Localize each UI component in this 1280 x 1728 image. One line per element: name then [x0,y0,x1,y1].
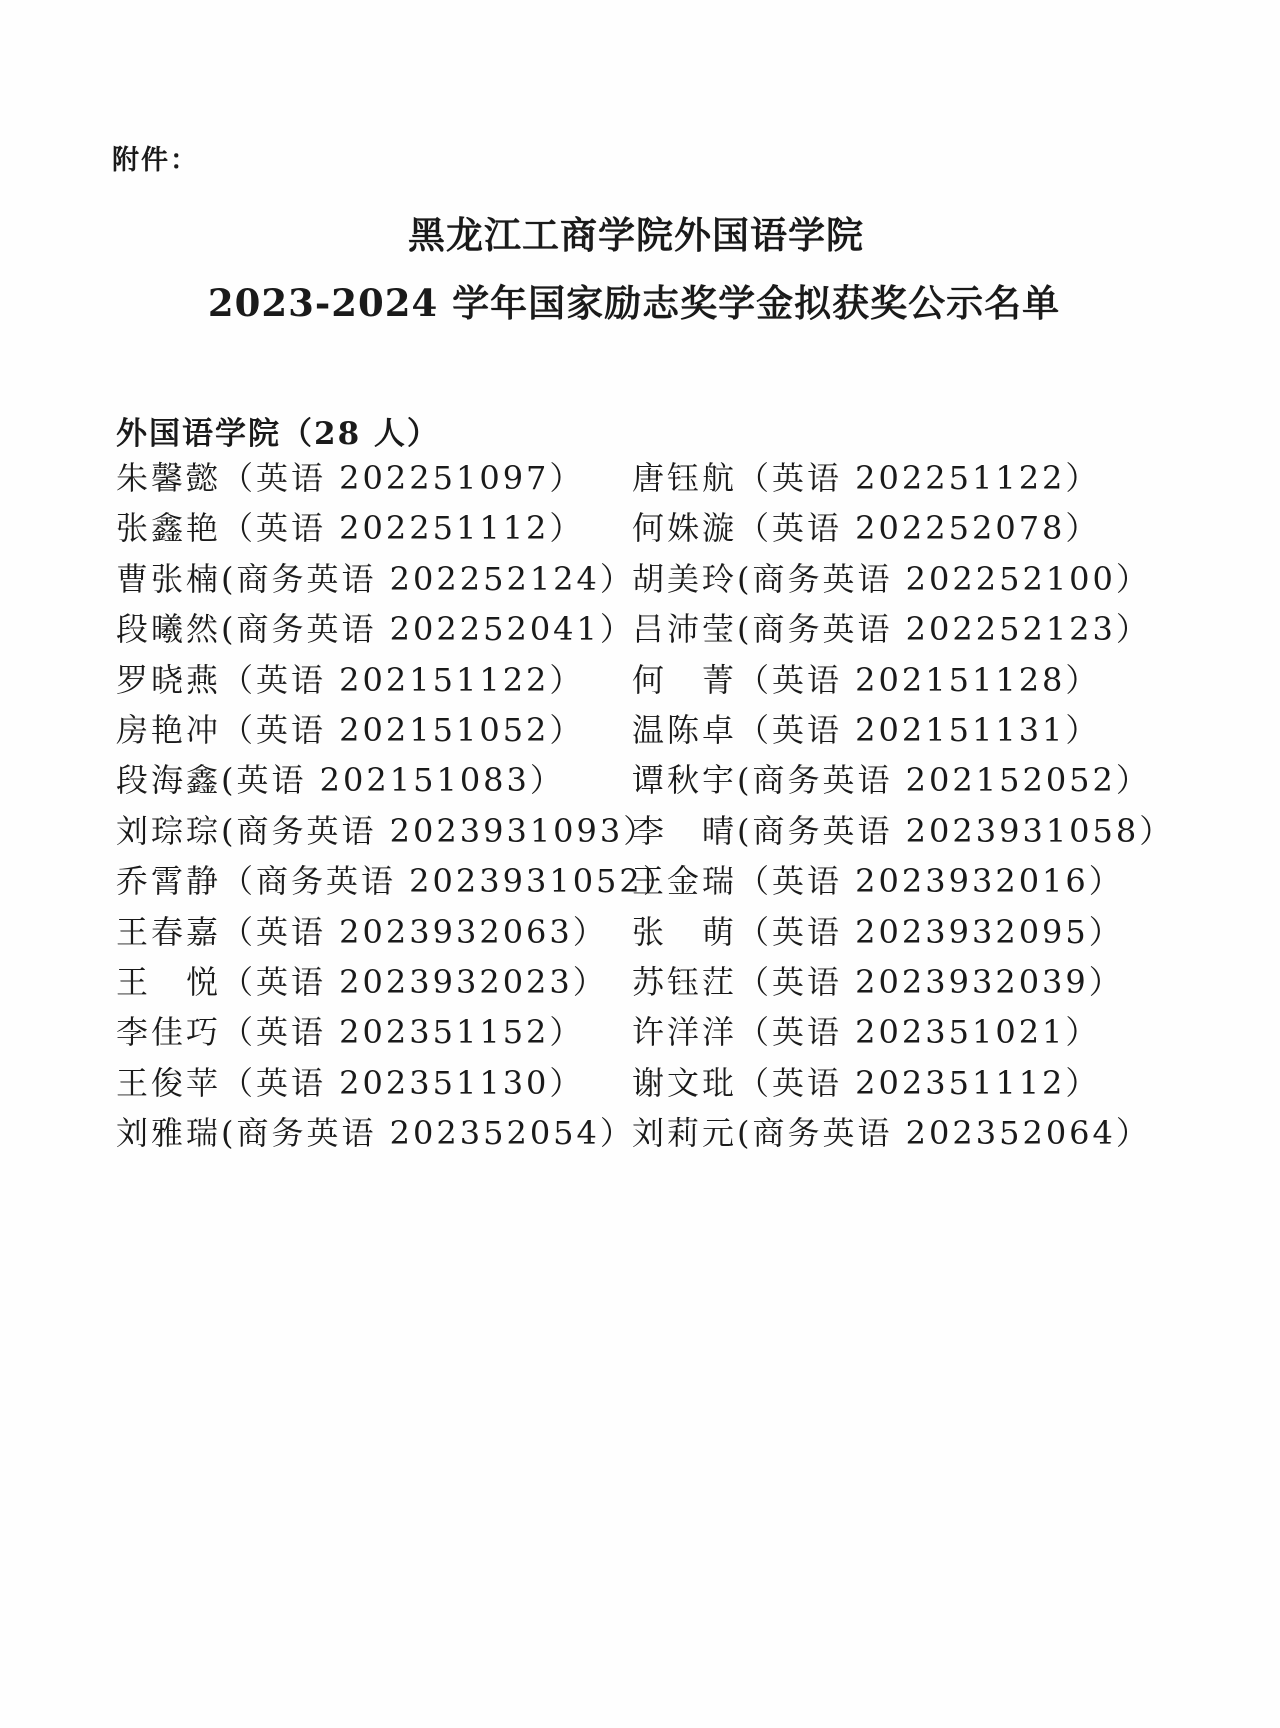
list-item [116,1113,1226,1163]
awardee-list [116,458,1226,1163]
list-item [116,508,1226,558]
awardee-entry: 罗晓燕（英语 202151122） [116,660,585,699]
awardee-entry: 胡美玲(商务英语 202252100） [632,559,1151,598]
awardee-entry: 吕沛莹(商务英语 202252123） [632,610,1151,649]
list-item [116,559,1226,609]
awardee-entry: 李佳巧（英语 202351152） [116,1013,585,1052]
list-item [116,458,1226,508]
document-title-line1: 黑龙江工商学院外国语学院 [408,213,864,257]
awardee-entry: 李 晴(商务英语 2023931058） [632,811,1175,850]
awardee-entry: 唐钰航（英语 202251122） [632,459,1101,497]
awardee-entry: 王金瑞（英语 2023932016） [632,862,1124,901]
list-item [116,710,1226,760]
awardee-entry: 房艳冲（英语 202151052） [116,710,585,749]
awardee-entry: 刘雅瑞(商务英语 202352054） [116,1114,635,1153]
list-item [116,861,1226,911]
list-item [116,760,1226,810]
awardee-entry: 段曦然(商务英语 202252041） [116,610,635,649]
awardee-entry: 温陈卓（英语 202151131） [632,710,1101,749]
awardee-entry: 苏钰茳（英语 2023932039） [632,962,1124,1001]
attachment-label: 附件： [112,145,199,176]
list-item [116,811,1226,861]
list-item [116,912,1226,962]
awardee-entry: 王春嘉（英语 2023932063） [116,912,608,951]
awardee-entry: 段海鑫(英语 202151083） [116,761,565,800]
list-item [116,609,1226,659]
document-title-line2: 2023-2024 学年国家励志奖学金拟获奖公示名单 [207,281,1061,325]
awardee-entry: 张 萌（英语 2023932095） [632,912,1124,951]
list-item [116,660,1226,710]
awardee-entry: 许洋洋（英语 202351021） [632,1013,1101,1052]
awardee-entry: 谭秋宇(商务英语 202152052） [632,761,1151,800]
section-heading: 外国语学院（28 人） [116,416,440,452]
awardee-entry: 乔霄静（商务英语 2023931052） [116,862,678,901]
awardee-entry: 朱馨懿（英语 202251097） [116,459,585,497]
awardee-entry: 张鑫艳（英语 202251112） [116,509,585,548]
list-item [116,962,1226,1012]
list-item [116,1012,1226,1062]
awardee-entry: 曹张楠(商务英语 202252124） [116,559,635,598]
awardee-entry: 何姝漩（英语 202252078） [632,509,1101,548]
list-item [116,1063,1226,1113]
awardee-entry: 谢文玭（英语 202351112） [632,1063,1101,1102]
awardee-entry: 刘琮琮(商务英语 2023931093） [116,811,659,850]
awardee-entry: 王 悦（英语 2023932023） [116,962,608,1001]
awardee-entry: 刘莉元(商务英语 202352064） [632,1114,1151,1153]
awardee-entry: 何 菁（英语 202151128） [632,660,1101,699]
awardee-entry: 王俊苹（英语 202351130） [116,1063,585,1102]
